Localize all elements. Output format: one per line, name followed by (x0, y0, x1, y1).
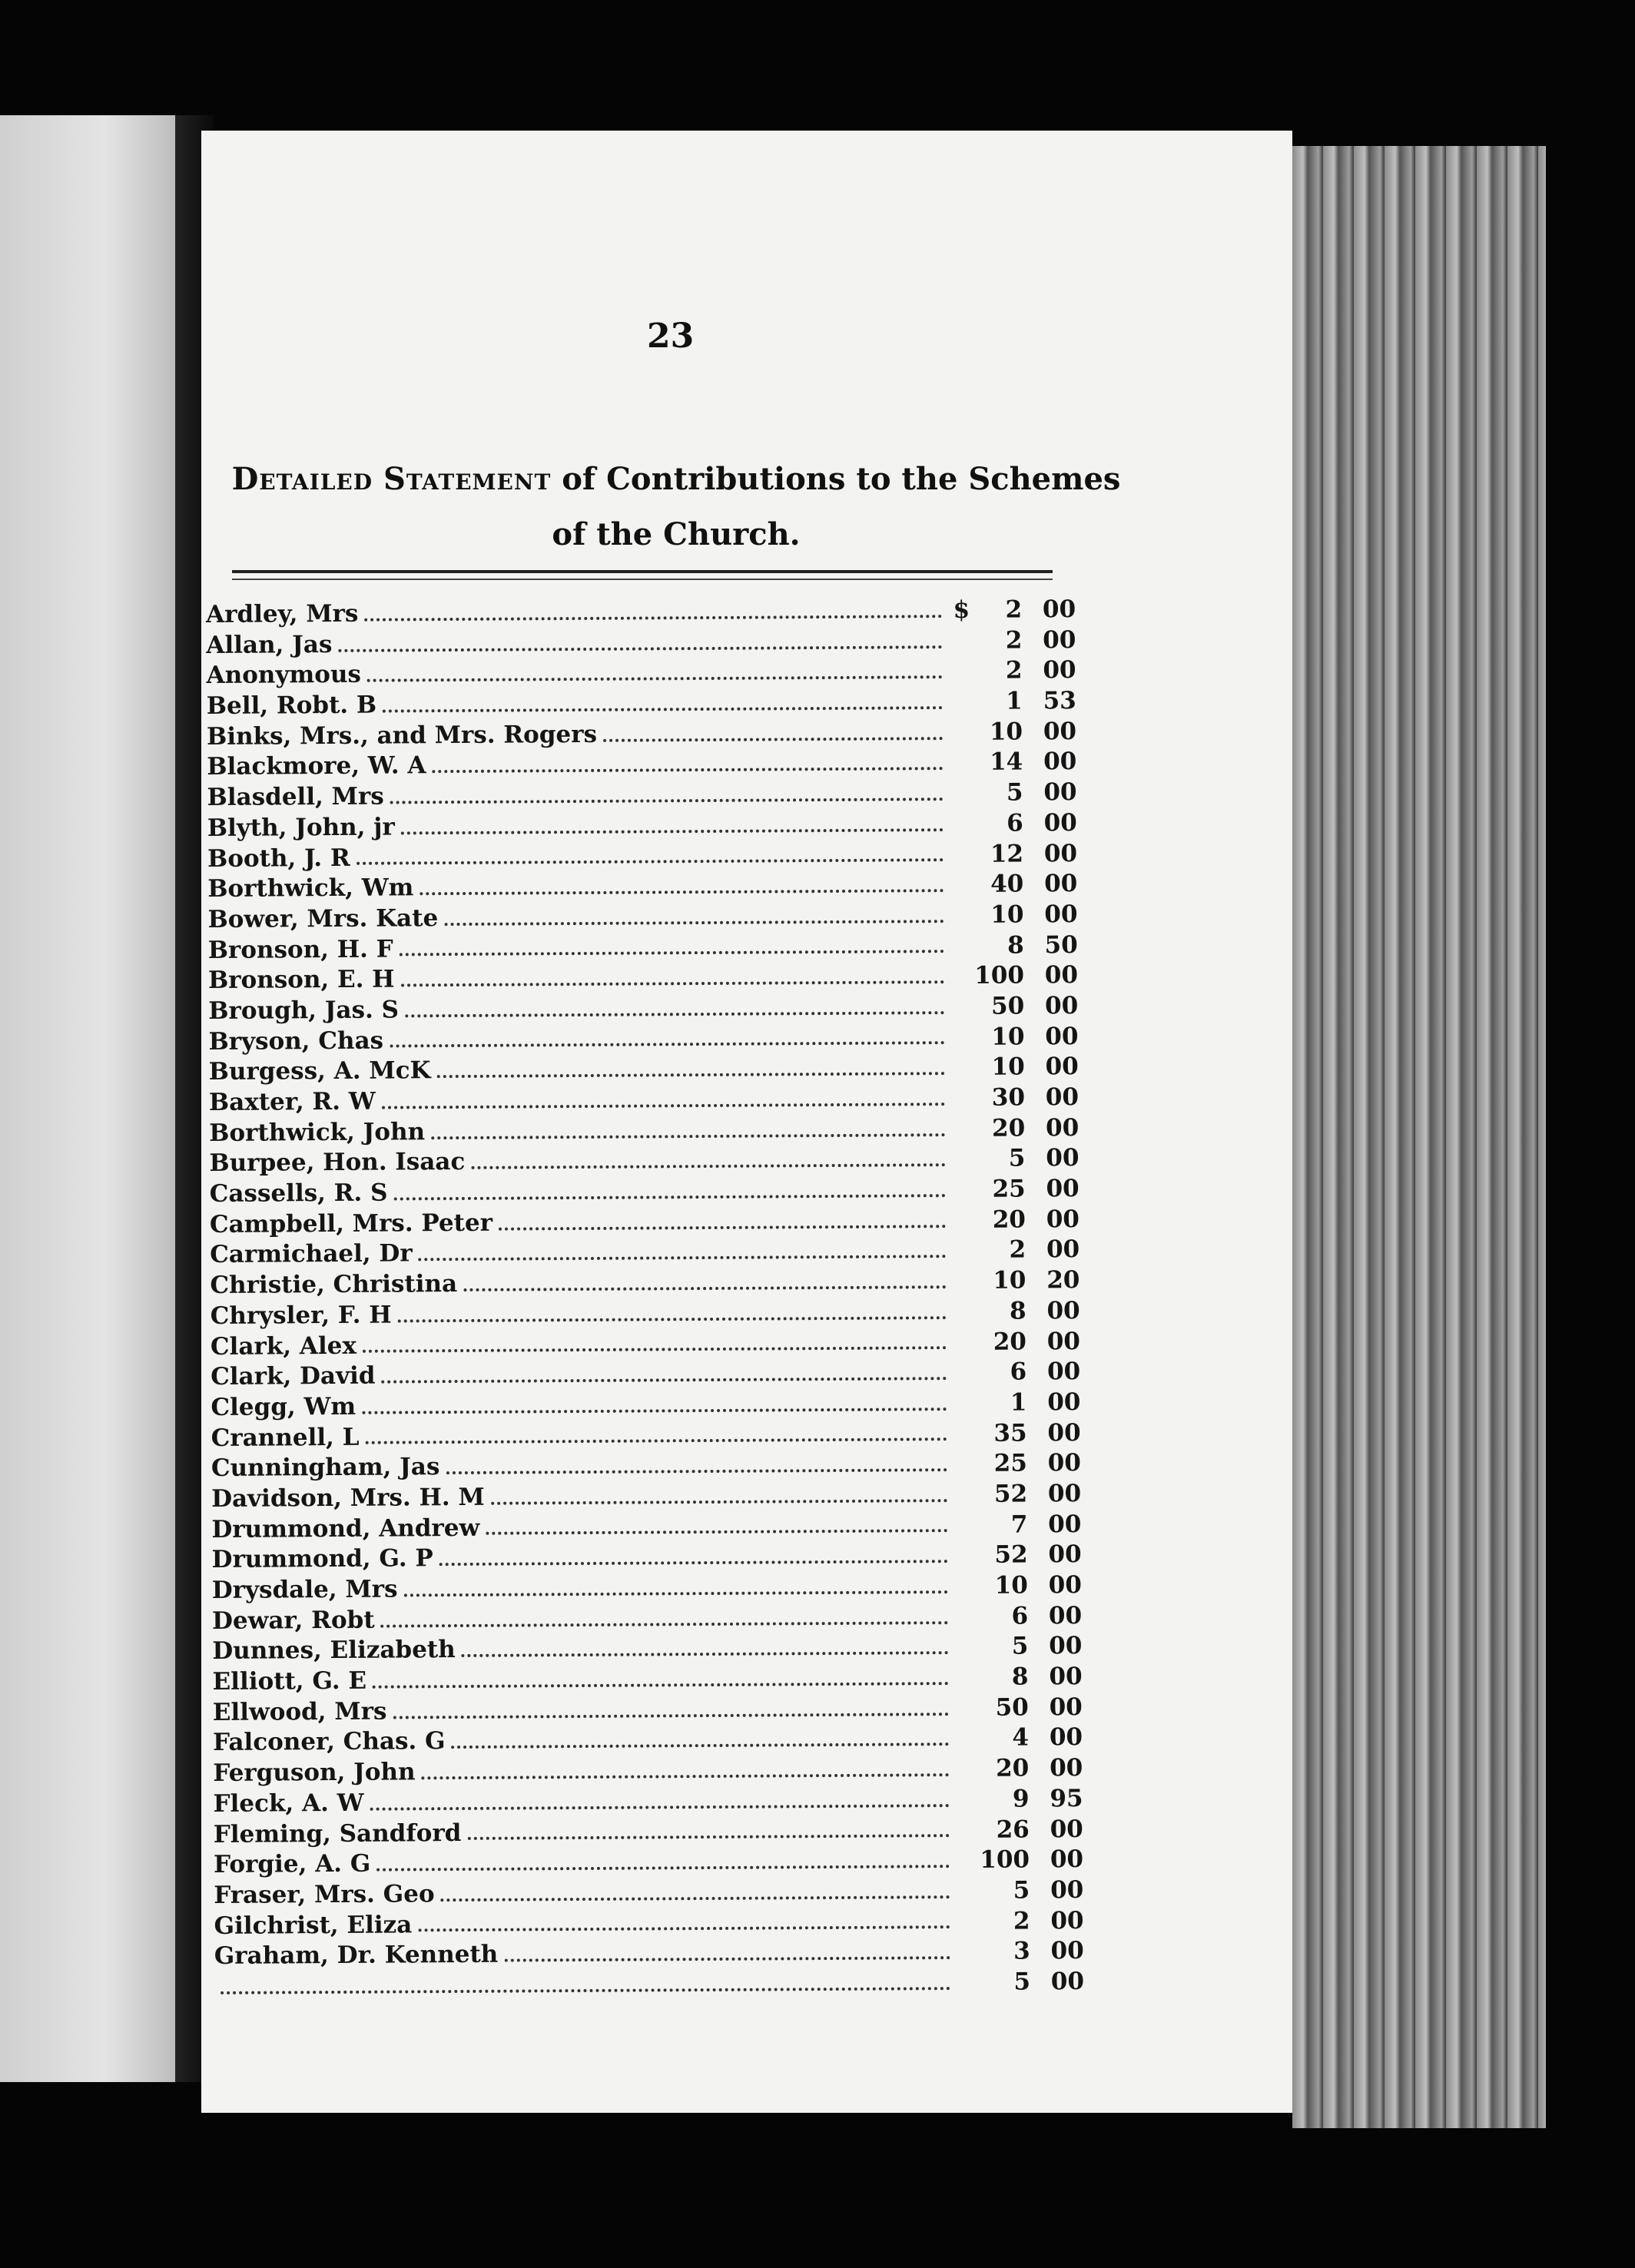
list-item (206, 626, 1076, 662)
page-heading (230, 452, 1122, 562)
amount-dollars: 5 (1006, 778, 1023, 807)
dot-leader (467, 1834, 949, 1840)
dot-leader (393, 1713, 948, 1719)
dot-leader (471, 1163, 945, 1169)
heading-line-1 (230, 452, 1122, 507)
amount-cents: 00 (1046, 1296, 1080, 1325)
list-item (207, 748, 1076, 784)
list-item (214, 1876, 1083, 1912)
list-item (207, 718, 1076, 754)
dot-leader (446, 1468, 947, 1474)
list-item (212, 1632, 1082, 1668)
contributor-name: Cunningham, Jas (211, 1453, 440, 1483)
amount-dollars: 10 (990, 900, 1024, 929)
dot-leader (439, 1560, 948, 1566)
list-item (207, 778, 1076, 814)
amount-dollars: 52 (994, 1540, 1028, 1570)
list-item (211, 1358, 1080, 1394)
amount-dollars: 100 (980, 1845, 1030, 1875)
amount-cents: 50 (1044, 930, 1078, 959)
list-item (214, 1937, 1084, 1973)
list-item (212, 1571, 1082, 1607)
amount-cents: 00 (1045, 1053, 1079, 1081)
amount-dollars: 6 (1007, 809, 1023, 837)
dot-leader (370, 1804, 950, 1811)
amount-dollars: 20 (996, 1754, 1030, 1782)
heading-word-statement: Statement (383, 461, 552, 497)
amount-cents: 00 (1043, 839, 1078, 867)
dot-leader (376, 1865, 950, 1872)
list-item (209, 1144, 1079, 1180)
dot-leader (422, 1773, 950, 1779)
list-item (208, 961, 1078, 997)
list-item (214, 1907, 1083, 1943)
amount-cents: 00 (1047, 1418, 1081, 1447)
dot-leader (393, 1194, 945, 1200)
contributor-name: Elliott, G. E (212, 1666, 367, 1696)
list-item (212, 1540, 1082, 1577)
amount-dollars: 5 (1013, 1968, 1031, 1996)
dot-leader (382, 1102, 945, 1109)
dot-leader (362, 1408, 947, 1414)
amount-dollars: 12 (990, 840, 1024, 868)
list-item (214, 1968, 1084, 2004)
dot-leader (400, 950, 944, 957)
amount-dollars: 6 (1010, 1358, 1027, 1386)
amount-cents: 00 (1044, 900, 1078, 929)
contributor-name: Ellwood, Mrs (212, 1697, 387, 1726)
amount-dollars: 3 (1013, 1937, 1030, 1965)
amount-dollars: 10 (991, 1023, 1025, 1051)
dot-leader (420, 889, 944, 895)
dot-leader (373, 1682, 949, 1689)
contributor-name: Drummond, G. P (211, 1544, 433, 1574)
contributor-name: Davidson, Mrs. H. M (211, 1483, 485, 1513)
double-rule-bottom (232, 579, 1053, 580)
contributor-name: Clegg, Wm (211, 1392, 357, 1421)
amount-dollars: 5 (1013, 1876, 1030, 1905)
dot-leader (367, 675, 943, 682)
amount-cents: 00 (1046, 1144, 1079, 1172)
dot-leader (401, 980, 944, 986)
contributor-name: Campbell, Mrs. Peter (209, 1209, 493, 1238)
contributor-name: Bell, Robt. B (206, 691, 377, 721)
amount-cents: 00 (1050, 1815, 1083, 1843)
amount-cents: 00 (1044, 870, 1078, 898)
page-edges (1292, 146, 1546, 2128)
amount-dollars: 2 (1013, 1907, 1030, 1935)
amount-cents: 00 (1046, 1327, 1081, 1355)
amount-cents: 00 (1045, 1022, 1079, 1050)
amount-dollars: 25 (993, 1449, 1027, 1478)
amount-cents: 00 (1049, 1693, 1083, 1722)
contributor-name: Crannell, L (211, 1423, 360, 1452)
contributor-name: Graham, Dr. Kenneth (214, 1940, 499, 1971)
contributor-name: Booth, J. R (207, 844, 350, 873)
contributor-name: Christie, Christina (210, 1270, 458, 1300)
amount-dollars: 2 (1005, 656, 1023, 685)
contributor-name: Clark, Alex (210, 1331, 357, 1361)
dot-leader (404, 1590, 948, 1597)
dot-leader (338, 645, 942, 652)
contributor-name: Binks, Mrs., and Mrs. Rogers (206, 720, 598, 751)
contributor-name: Brough, Jas. S (208, 996, 400, 1025)
contributor-name: Bronson, E. H (207, 965, 395, 995)
amount-cents: 00 (1046, 1235, 1080, 1264)
amount-cents: 00 (1046, 1358, 1081, 1386)
contributor-name: Borthwick, John (209, 1117, 426, 1147)
list-item (212, 1602, 1082, 1638)
amount-dollars: 2 (1005, 595, 1023, 624)
amount-dollars: 8 (1007, 931, 1024, 960)
dot-leader (441, 1895, 950, 1902)
list-item (209, 1053, 1079, 1089)
amount-dollars: 7 (1010, 1510, 1028, 1539)
list-item (207, 840, 1077, 876)
dot-leader (381, 1621, 949, 1628)
amount-dollars: 4 (1012, 1723, 1030, 1752)
dot-leader (462, 1651, 949, 1657)
contributor-name: Blyth, John, jr (207, 813, 395, 842)
contributor-name: Bower, Mrs. Kate (207, 904, 439, 933)
contributor-name: Gilchrist, Eliza (214, 1910, 413, 1940)
list-item (207, 809, 1077, 845)
dot-leader (405, 1011, 944, 1017)
list-item (210, 1205, 1079, 1242)
list-item (210, 1266, 1079, 1302)
amount-cents: 00 (1042, 595, 1076, 624)
amount-cents: 00 (1046, 1175, 1079, 1203)
contributor-name: Burgess, A. McK (208, 1056, 431, 1086)
dot-leader (418, 1926, 950, 1932)
amount-dollars: 20 (992, 1205, 1026, 1234)
list-item (207, 687, 1076, 723)
contributor-name: Fleming, Sandford (213, 1819, 462, 1849)
dot-leader (398, 1316, 947, 1322)
amount-dollars: 5 (1011, 1632, 1029, 1660)
amount-dollars: 10 (994, 1571, 1028, 1600)
list-item (206, 595, 1076, 632)
contributor-name: Burpee, Hon. Isaac (209, 1148, 466, 1178)
dot-leader (437, 1072, 945, 1078)
amount-cents: 20 (1046, 1266, 1080, 1295)
amount-dollars: 10 (991, 1053, 1025, 1082)
contributor-name: Forgie, A. G (213, 1849, 371, 1879)
contributor-name: Borthwick, Wm (207, 874, 414, 904)
list-item (211, 1419, 1081, 1455)
dot-leader (431, 1133, 945, 1139)
amount-dollars: 9 (1012, 1785, 1030, 1813)
amount-dollars: 50 (990, 992, 1025, 1020)
amount-cents: 00 (1050, 1967, 1085, 1996)
contributor-name: Fleck, A. W (213, 1789, 364, 1818)
amount-dollars: 35 (993, 1419, 1027, 1447)
list-item (208, 992, 1078, 1028)
amount-cents: 00 (1046, 1205, 1080, 1234)
contributor-name: Ferguson, John (213, 1758, 416, 1788)
amount-cents: 00 (1050, 1845, 1084, 1874)
dot-leader (463, 1285, 946, 1292)
amount-cents: 95 (1050, 1784, 1083, 1813)
amount-cents: 00 (1048, 1510, 1082, 1538)
amount-dollars: 50 (995, 1693, 1029, 1722)
dot-leader (603, 737, 943, 742)
contributor-name: Drysdale, Mrs (211, 1575, 398, 1604)
list-item (211, 1328, 1080, 1364)
amount-cents: 00 (1050, 1754, 1083, 1782)
amount-cents: 00 (1043, 778, 1077, 807)
amount-cents: 00 (1049, 1663, 1083, 1691)
contributor-name: Drummond, Andrew (211, 1514, 480, 1544)
contributor-name: Bronson, H. F (207, 935, 393, 964)
dot-leader (221, 1987, 950, 1994)
amount-dollars: 10 (993, 1266, 1026, 1295)
dot-leader (499, 1225, 946, 1231)
contributor-name: Ardley, Mrs (206, 599, 359, 628)
amount-cents: 00 (1044, 961, 1079, 990)
contributor-name: Anonymous (206, 661, 361, 690)
amount-dollars: 8 (1009, 1297, 1026, 1325)
amount-cents: 00 (1047, 1480, 1082, 1508)
contributor-name: Chrysler, F. H (210, 1301, 392, 1330)
amount-cents: 00 (1048, 1601, 1083, 1630)
facing-page-fragment (0, 115, 175, 2082)
amount-cents: 00 (1047, 1388, 1081, 1417)
page-number: 23 (647, 317, 695, 356)
list-item (211, 1297, 1080, 1333)
list-item (210, 1236, 1079, 1272)
list-item (211, 1388, 1080, 1424)
amount-cents: 53 (1043, 687, 1076, 715)
amount-cents: 00 (1043, 656, 1076, 685)
amount-cents: 00 (1048, 1571, 1082, 1600)
amount-dollars: 25 (992, 1175, 1026, 1203)
list-item (209, 1083, 1079, 1119)
amount-cents: 00 (1049, 1632, 1083, 1660)
amount-cents: 00 (1043, 717, 1077, 746)
dot-leader (366, 1438, 947, 1445)
list-item (208, 931, 1078, 967)
dot-leader (383, 706, 943, 712)
contributor-name: Carmichael, Dr (210, 1239, 413, 1269)
amount-dollars: 1 (1006, 687, 1023, 715)
list-item (213, 1693, 1083, 1729)
dot-leader (382, 1377, 947, 1383)
dot-leader (491, 1499, 947, 1505)
list-item (213, 1785, 1083, 1821)
heading-line-2: of the Church. (552, 516, 801, 552)
currency-symbol: $ (953, 595, 970, 625)
contributor-name: Blackmore, W. A (207, 751, 426, 781)
amount-cents: 00 (1043, 808, 1077, 837)
amount-dollars: 100 (974, 961, 1025, 990)
amount-dollars: 8 (1011, 1663, 1029, 1691)
dot-leader (433, 767, 944, 773)
amount-cents: 00 (1049, 1723, 1083, 1752)
amount-cents: 00 (1050, 1937, 1084, 1965)
amount-dollars: 30 (991, 1083, 1026, 1112)
amount-dollars: 2 (1005, 626, 1023, 655)
contributor-name: Allan, Jas (206, 630, 333, 659)
dot-leader (390, 1042, 944, 1048)
list-item (209, 1114, 1079, 1150)
amount-cents: 00 (1050, 1875, 1084, 1905)
list-item (208, 1023, 1078, 1059)
dot-leader (452, 1742, 950, 1749)
heading-word-detailed: Detailed (231, 461, 373, 497)
dot-leader (363, 1346, 947, 1353)
amount-cents: 00 (1043, 748, 1077, 776)
heading-rest: of Contributions to the Schemes (562, 461, 1121, 497)
amount-dollars: 2 (1009, 1235, 1026, 1265)
amount-cents: 00 (1043, 625, 1076, 655)
contributor-name: Dewar, Robt (212, 1606, 375, 1635)
list-item (207, 900, 1077, 937)
list-item (214, 1815, 1083, 1852)
contributor-name: Dunnes, Elizabeth (212, 1636, 456, 1666)
amount-dollars: 1 (1010, 1388, 1027, 1417)
list-item (211, 1510, 1081, 1547)
list-item (214, 1845, 1083, 1882)
double-rule-top (232, 570, 1053, 573)
list-item (210, 1175, 1079, 1211)
dot-leader (419, 1255, 947, 1261)
dot-leader (357, 858, 944, 865)
list-item (211, 1480, 1081, 1516)
amount-dollars: 40 (990, 870, 1024, 898)
dot-leader (486, 1530, 947, 1536)
list-item (213, 1723, 1083, 1759)
amount-dollars: 10 (989, 718, 1023, 746)
dot-leader (444, 920, 944, 926)
amount-dollars: 52 (993, 1480, 1028, 1508)
amount-cents: 00 (1050, 1906, 1084, 1935)
amount-dollars: 26 (996, 1815, 1030, 1844)
contributor-name: Bryson, Chas (208, 1026, 384, 1056)
dot-leader (401, 828, 944, 834)
contributor-name: Fraser, Mrs. Geo (214, 1880, 435, 1909)
dot-leader (390, 797, 944, 804)
amount-dollars: 20 (991, 1114, 1026, 1142)
list-item (206, 656, 1076, 692)
amount-cents: 00 (1044, 992, 1079, 1020)
contributor-name: Baxter, R. W (208, 1087, 376, 1116)
contributor-name: Falconer, Chas. G (212, 1727, 446, 1757)
contributor-name: Cassells, R. S (209, 1179, 388, 1209)
dot-leader (364, 615, 942, 622)
amount-dollars: 20 (993, 1327, 1027, 1356)
amount-dollars: 14 (990, 748, 1023, 777)
amount-cents: 00 (1047, 1449, 1081, 1477)
dot-leader (504, 1956, 950, 1962)
amount-dollars: 6 (1011, 1602, 1029, 1630)
list-item (213, 1754, 1083, 1790)
amount-cents: 00 (1048, 1540, 1082, 1569)
contributor-name: Blasdell, Mrs (207, 782, 384, 812)
amount-cents: 00 (1045, 1083, 1079, 1112)
amount-dollars: 5 (1008, 1144, 1026, 1173)
amount-cents: 00 (1045, 1113, 1079, 1142)
contributions-list (206, 595, 1084, 2004)
list-item (212, 1663, 1082, 1699)
list-item (207, 870, 1077, 906)
list-item (211, 1449, 1081, 1485)
contributor-name: Clark, David (211, 1361, 376, 1391)
